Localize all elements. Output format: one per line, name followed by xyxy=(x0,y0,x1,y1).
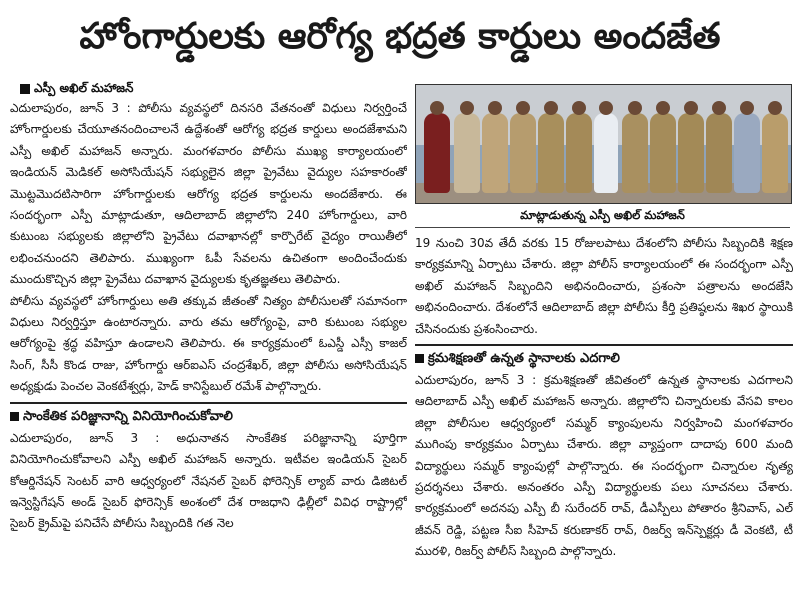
photo-person-head xyxy=(430,101,444,115)
photo-person xyxy=(566,113,592,193)
photo-person-head xyxy=(544,101,558,115)
bullet-icon xyxy=(415,354,424,363)
photo-person-head xyxy=(656,101,670,115)
byline-text: ఎస్పీ అఖిల్ మహాజన్ xyxy=(34,81,134,95)
photo-person xyxy=(650,113,676,193)
news-photo xyxy=(415,84,792,204)
photo-person xyxy=(538,113,564,193)
right-paragraph-2: ఎదులాపురం, జూన్ 3 : క్రమశిక్షణతో జీవితంలో ఉన్నత స్థానాలకు ఎదగాలని ఆదిలాబాద్ ఎస్పీ అఖిల్ మహాజన్ అన్నారు. జిల్లాలోని చిన్నారులకు వేసవి కాలం జిల్లా పోలీసుల ఆధ్వర్యంలో సమ్మర్ క్యాంపులను నిర్వహించి మంగళవారం ముగింపు కార్యక్రమం ఏర్పాటు చేశారు. జిల్లా వ్యాప్తంగా దాదాపు 600 మంది విద్యార్థులు సమ్మర్ క్యాంపుల్లో పాల్గొన్నారు. ఈ సందర్భంగా చిన్నారుల నృత్య ప్రదర్శనలు చేశారు. అనంతరం ఎస్పీ విద్యార్థులకు పలు సూచనలు చేశారు. కార్యక్రమంలో అదనపు ఎస్పీ బీ సురేందర్ రావ్, డీఎస్పీలు పోతారం శ్రీనివాస్, ఎల్ జీవన్ రెడ్డి, పట్టణ సీఐ సీహెచ్ కరుణాకర్ రావ్, రిజర్వ్ ఇన్‌స్పెక్టర్లు డీ వెంకటి, టీ మురళి, రిజర్వ్ పోలీస్ సిబ్బంది పాల్గొన్నారు. xyxy=(415,373,793,559)
left-subheading-text: సాంకేతిక పరిజ్ఞానాన్ని వినియోగించుకోవాలి xyxy=(23,408,233,424)
photo-person-head xyxy=(768,101,782,115)
photo-person xyxy=(706,113,732,193)
photo-person-head xyxy=(628,101,642,115)
photo-person xyxy=(678,113,704,193)
bullet-icon xyxy=(20,84,30,94)
right-column xyxy=(415,233,793,563)
bullet-icon xyxy=(10,412,19,421)
photo-person-head xyxy=(599,101,613,115)
article-headline: హోంగార్డులకు ఆరోగ్య భద్రత కార్డులు అందజేత xyxy=(79,16,721,57)
photo-person xyxy=(510,113,536,193)
photo-person xyxy=(622,113,648,193)
photo-person-head xyxy=(460,101,474,115)
photo-person xyxy=(454,113,480,193)
right-subheading-text: క్రమశిక్షణతో ఉన్నత స్థానాలకు ఎదగాలి xyxy=(428,351,620,367)
left-paragraph-2: పోలీసు వ్యవస్థలో హోంగార్డులు అతి తక్కువ జీతంతో నిత్యం పోలీసులతో సమానంగా విధులు నిర్వర్తిస్తూ ఉంటారన్నారు. వారు తమ ఆరోగ్యంపై, వారి కుటుంబ సభ్యుల ఆరోగ్యంపై శ్రద్ధ వహిస్తూ ఉండాలని తెలిపారు. ఈ కార్యక్రమంలో ఓఎస్డీ ఎస్సీ కాజల్ సింగ్, సీసీ కొండ రాజు, హోంగార్డు ఆర్ఐఎస్ చంద్రశేఖర్, జిల్లా పోలీసు అసోసియేషన్ అధ్యక్షుడు పెంచల వెంకటేశ్వర్లు, హెడ్ కానిస్టేబుల్ రమేశ్ పాల్గొన్నారు. xyxy=(10,293,407,394)
photo-person-head xyxy=(684,101,698,115)
photo-person xyxy=(734,113,760,193)
right-paragraph-1: 19 నుంచి 30వ తేదీ వరకు 15 రోజులపాటు దేశంలోని పోలీసు సిబ్బందికి శిక్షణ కార్యక్రమాన్ని ఏర్పాటు చేశారు. జిల్లా పోలీస్ కార్యాలయంలో ఈ సందర్భంగా ఎస్పీ అఖిల్ మహాజన్ సిబ్బందిని అభినందించారు, ప్రశంసా పత్రాలను అందజేసి అభినందించారు. దేశంలోనే ఆదిలాబాద్ జిల్లా పోలీసు కీర్తి ప్రతిష్ఠలను శిఖర స్థాయికి చేసినందుకు ప్రశంసించారు. xyxy=(415,236,793,336)
left-column xyxy=(10,98,407,568)
left-subheading xyxy=(10,402,407,426)
photo-person-head xyxy=(516,101,530,115)
left-paragraph-3: ఎదులాపురం, జూన్ 3 : అధునాతన సాంకేతిక పరిజ్ఞానాన్ని పూర్తిగా వినియోగించుకోవాలని ఎస్పీ అఖిల్ మహాజన్ అన్నారు. ఇటీవల ఇండియన్ సైబర్ కోఆర్డినేషన్ సెంటర్ వారి ఆధ్వర్యంలో నేషనల్ సైబర్ ఫోరెన్సిక్ ల్యాబ్ వారు డిజిటల్ ఇన్వెస్టిగేషన్ అండ్ సైబర్ ఫోరెన్సిక్ అంశంలో దేశ రాజధాని ఢిల్లీలో వివిధ రాష్ట్రాల్లో సైబర్ క్రైమ్‌పై పనిచేసే పోలీసు సిబ్బందికి గత నెల xyxy=(10,430,407,531)
photo-person-head xyxy=(712,101,726,115)
photo-person xyxy=(762,113,788,193)
photo-person-head xyxy=(572,101,586,115)
right-subheading xyxy=(415,344,793,368)
photo-person-head xyxy=(740,101,754,115)
left-paragraph-1: ఎదులాపురం, జూన్ 3 : పోలీసు వ్యవస్థలో దినసరి వేతనంతో విధులు నిర్వర్తించే హోంగార్డులకు చేయూతనందించాలనే ఉద్దేశంతో ఆరోగ్య భద్రత కార్డులు అందజేశామని ఎస్పీ అఖిల్ మహాజన్ అన్నారు. మంగళవారం పోలీసు ముఖ్య కార్యాలయంలో ఇండియన్ మెడికల్ అసోసియేషన్ సభ్యులైన జిల్లా ప్రైవేటు వైద్యుల సహకారంతో మొట్టమొదటిసారిగా హోంగార్డులకు ఆరోగ్య భద్రత కార్డులను అందజేశారు. ఈ సందర్భంగా ఎస్పీ మాట్లాడుతూ, ఆదిలాబాద్ జిల్లాలోని 240 హోంగార్డులు, వారి కుటుంబ సభ్యులకు జిల్లాలోని ప్రైవేటు దవాఖానల్లో కార్పొరేట్ వైద్యం రాయితీలో లభించనుందని తెలిపారు. ముఖ్యంగా ఓపీ సేవలను ఉచితంగా అందించేందుకు ముందుకొచ్చిన జిల్లా ప్రైవేటు దవాఖాన వైద్యులకు కృతజ్ఞతలు తెలిపారు. xyxy=(10,101,407,287)
photo-person xyxy=(482,113,508,193)
photo-person xyxy=(594,113,618,193)
photo-person-head xyxy=(488,101,502,115)
byline xyxy=(20,78,133,98)
photo-caption: మాట్లాడుతున్న ఎస్పీ అఖిల్ మహాజన్ xyxy=(415,203,790,228)
photo-person xyxy=(424,113,450,193)
